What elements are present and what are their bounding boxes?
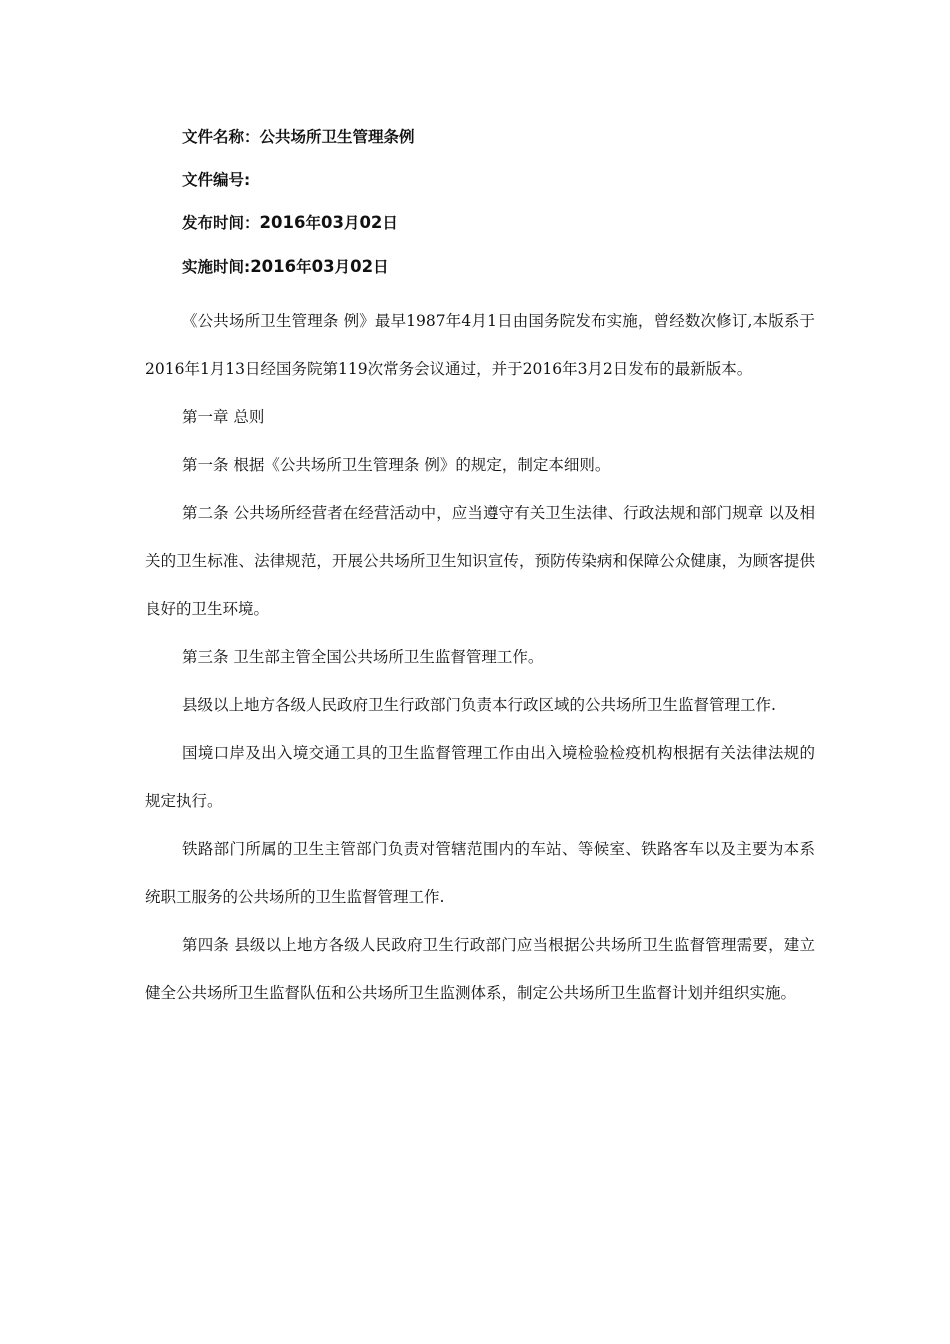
file-number-line: [182, 169, 250, 191]
article-4: 第四条 县级以上地方各级人民政府卫生行政部门应当根据公共场所卫生监督管理需要，建立健全公共场所卫生监督队伍和公共场所卫生监测体系，制定公共场所卫生监督计划并组织实施。: [145, 936, 815, 1002]
publish-label: 发布时间：: [182, 214, 260, 232]
file-name-line: [182, 126, 415, 148]
article-1: 第一条 根据《公共场所卫生管理条 例》的规定，制定本细则。: [182, 456, 611, 474]
document-body: [145, 297, 815, 1017]
month-char: 月: [334, 258, 351, 276]
intro-paragraph: 《公共场所卫生管理条 例》最早1987年4月1日由国务院发布实施，曾经数次修订,本版系于2016年1月13日经国务院第119次常务会议通过，并于2016年3月2日发布的最新版本。: [145, 312, 815, 378]
month-char: 月: [343, 214, 360, 232]
file-number-label: 文件编号:: [182, 171, 251, 189]
effective-month: 03: [311, 257, 335, 276]
effective-date-line: [182, 256, 389, 278]
file-name-value: 公共场所卫生管理条例: [259, 128, 415, 146]
article-3-clause-3: 国境口岸及出入境交通工具的卫生监督管理工作由出入境检验检疫机构根据有关法律法规的规定执行。: [145, 744, 815, 810]
file-name-label: 文件名称：: [182, 128, 260, 146]
day-char: 日: [382, 214, 398, 232]
publish-date-line: [182, 212, 398, 234]
publish-year: 2016: [259, 213, 306, 232]
year-char: 年: [305, 214, 321, 232]
effective-year: 2016: [250, 257, 297, 276]
effective-day: 02: [350, 257, 374, 276]
effective-label: 实施时间:: [182, 258, 251, 276]
publish-month: 03: [320, 213, 344, 232]
publish-day: 02: [359, 213, 383, 232]
article-3-clause-4: 铁路部门所属的卫生主管部门负责对管辖范围内的车站、等候室、铁路客车以及主要为本系统职工服务的公共场所的卫生监督管理工作.: [145, 840, 815, 906]
chapter-heading: 第一章 总则: [182, 408, 265, 426]
article-3-clause-2: 县级以上地方各级人民政府卫生行政部门负责本行政区域的公共场所卫生监督管理工作.: [182, 696, 776, 714]
article-3: 第三条 卫生部主管全国公共场所卫生监督管理工作。: [182, 648, 544, 666]
year-char: 年: [296, 258, 312, 276]
day-char: 日: [373, 258, 389, 276]
article-2: 第二条 公共场所经营者在经营活动中，应当遵守有关卫生法律、行政法规和部门规章 以及相关的卫生标准、法律规范，开展公共场所卫生知识宣传，预防传染病和保障公众健康，为顾客提供良好的卫生环境。: [145, 504, 815, 618]
